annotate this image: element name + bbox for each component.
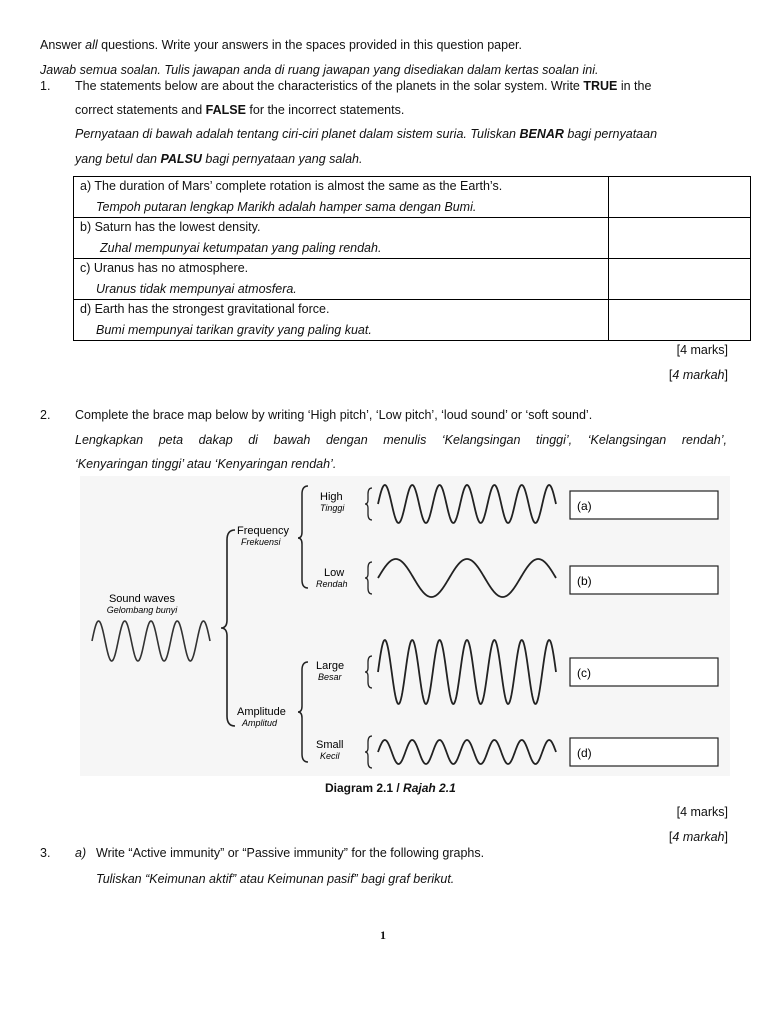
table-row [74, 218, 751, 259]
keyword-emphasis: FALSE [205, 103, 246, 117]
q1-marks-malay: [4 markah] [668, 368, 728, 382]
statement-cell [74, 177, 609, 218]
diagram-background [80, 476, 730, 776]
answer-box-a-label: (a) [577, 499, 592, 513]
q3-line1: Write “Active immunity” or “Passive immunity” for the following graphs. [96, 846, 485, 860]
root-label-english: Sound waves [108, 593, 176, 605]
q3-line2: Tuliskan “Keimunan aktif” atau Keimunan pasif” bagi graf berikut. [96, 872, 455, 886]
q2-number: 2. [40, 408, 51, 422]
frequency-label-english: Frequency [237, 525, 289, 537]
q2-line3: ‘Kenyaringan tinggi’ atau ‘Kenyaringan rendah’. [75, 457, 337, 471]
table-row [74, 177, 751, 218]
answer-cell-b[interactable] [609, 218, 751, 259]
table-row [74, 300, 751, 341]
marks-italic: 4 markah [672, 368, 725, 382]
small-label-english: Small [316, 739, 344, 751]
diagram-caption [325, 781, 456, 795]
answer-box-d[interactable] [570, 738, 718, 766]
high-label-english: High [320, 491, 343, 503]
keyword-emphasis: BENAR [519, 127, 564, 141]
q1-statement-table [73, 176, 751, 341]
q2-line1: Complete the brace map below by writing ‘High pitch’, ‘Low pitch’, ‘loud sound’ or ‘soft sound’. [75, 408, 593, 422]
answer-box-c[interactable] [570, 658, 718, 686]
statement-cell [74, 300, 609, 341]
amplitude-label-english: Amplitude [237, 706, 286, 718]
q1-marks-english: [4 marks] [676, 343, 728, 357]
large-label-english: Large [316, 660, 345, 672]
statement-malay: Bumi mempunyai tarikan gravity yang paling kuat. [96, 323, 372, 337]
q2-line2: Lengkapkan peta dakap di bawah dengan menulis ‘Kelangsingan tinggi’, ‘Kelangsingan rendah’, [75, 433, 727, 447]
root-label-malay: Gelombang bunyi [106, 605, 178, 615]
answer-cell-d[interactable] [609, 300, 751, 341]
low-label-english: Low [324, 567, 345, 579]
q1-line2: correct statements and FALSE for the incorrect statements. [75, 103, 405, 117]
q2-marks-malay: [4 markah] [668, 830, 728, 844]
low-label-malay: Rendah [316, 579, 348, 589]
statement-english: b) Saturn has the lowest density. [80, 220, 261, 234]
q1-line1: The statements below are about the characteristics of the planets in the solar system. Write TRUE in the [75, 79, 652, 93]
q1-number: 1. [40, 79, 51, 93]
q3-number: 3. [40, 846, 51, 860]
q1-line3: Pernyataan di bawah adalah tentang ciri-ciri planet dalam sistem suria. Tuliskan BENAR bagi pernyataan [75, 127, 658, 141]
statement-malay: Tempoh putaran lengkap Marikh adalah hamper sama dengan Bumi. [96, 200, 477, 214]
keyword-emphasis: TRUE [583, 79, 618, 93]
answer-cell-a[interactable] [609, 177, 751, 218]
answer-box-c-label: (c) [577, 666, 591, 680]
answer-box-a[interactable] [570, 491, 718, 519]
answer-box-b[interactable] [570, 566, 718, 594]
amplitude-label-malay: Amplitud [242, 718, 278, 728]
statement-malay: Uranus tidak mempunyai atmosfera. [96, 282, 297, 296]
caption-malay: Rajah 2.1 [403, 781, 456, 795]
brace-map-diagram [80, 476, 730, 776]
marks-italic: 4 markah [672, 830, 725, 844]
instruction-english: Answer all questions. Write your answers in the spaces provided in this question paper. [40, 38, 522, 52]
answer-box-b-label: (b) [577, 574, 592, 588]
word-emphasis: all [85, 38, 98, 52]
statement-cell [74, 218, 609, 259]
caption-english: Diagram 2.1 / [325, 781, 404, 795]
statement-cell [74, 259, 609, 300]
statement-malay: Zuhal mempunyai ketumpatan yang paling rendah. [100, 241, 382, 255]
table-row [74, 259, 751, 300]
page-number: 1 [380, 928, 386, 942]
instruction-malay: Jawab semua soalan. Tulis jawapan anda di ruang jawapan yang disediakan dalam kertas soalan ini. [40, 63, 599, 77]
answer-cell-c[interactable] [609, 259, 751, 300]
q1-line4: yang betul dan PALSU bagi pernyataan yang salah. [75, 152, 363, 166]
high-label-malay: Tinggi [320, 503, 345, 513]
frequency-label-malay: Frekuensi [241, 537, 281, 547]
q3-part-label: a) [75, 846, 87, 860]
keyword-emphasis: PALSU [160, 152, 202, 166]
q2-marks-english: [4 marks] [676, 805, 728, 819]
statement-english: a) The duration of Mars’ complete rotation is almost the same as the Earth’s. [80, 179, 503, 193]
statement-english: c) Uranus has no atmosphere. [80, 261, 249, 275]
large-label-malay: Besar [318, 672, 342, 682]
statement-english: d) Earth has the strongest gravitational force. [80, 302, 330, 316]
small-label-malay: Kecil [320, 751, 340, 761]
answer-box-d-label: (d) [577, 746, 592, 760]
